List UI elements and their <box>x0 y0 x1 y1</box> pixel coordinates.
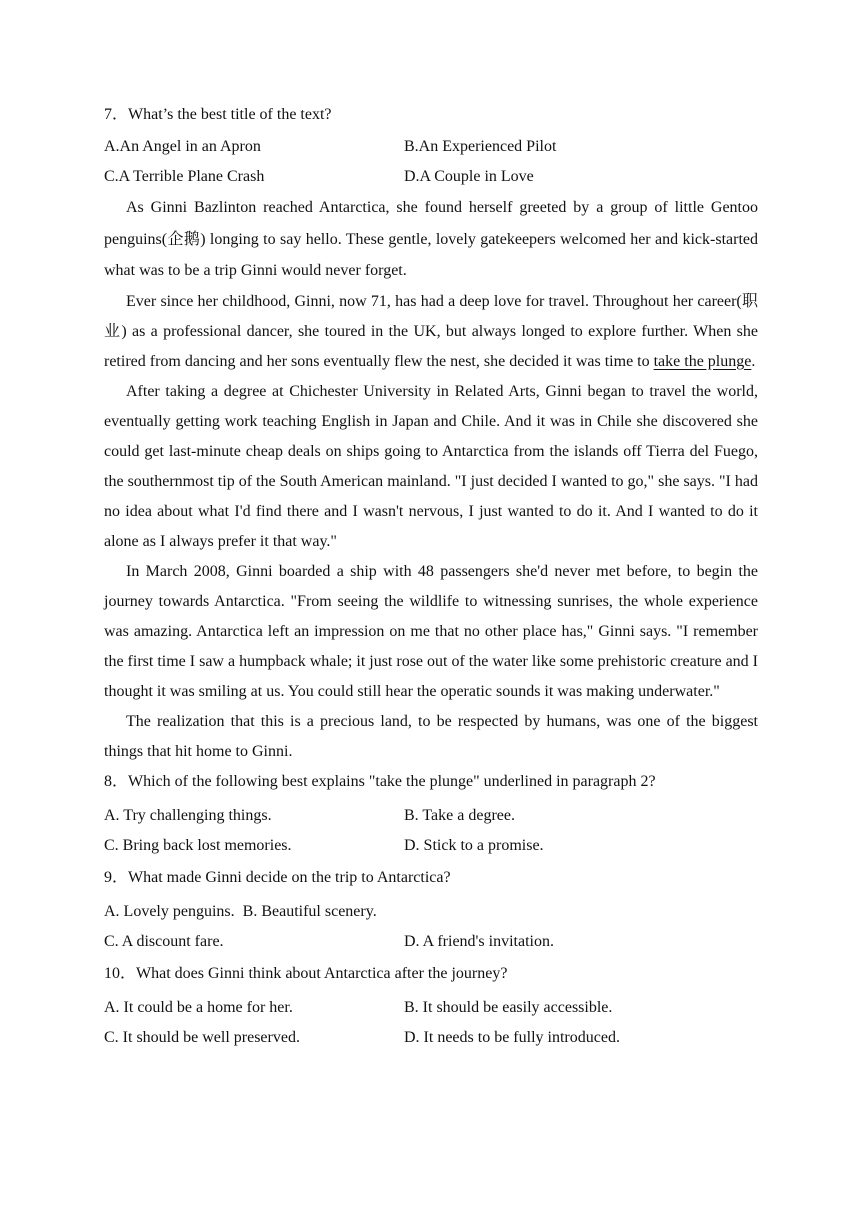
underlined-phrase: take the plunge <box>653 352 752 370</box>
question-9-option-c[interactable]: C. A discount fare. <box>104 932 224 950</box>
question-7-option-a[interactable]: A.An Angel in an Apron <box>104 138 261 155</box>
question-7-number: 7． <box>104 106 129 123</box>
question-7-option-b[interactable]: B.An Experienced Pilot <box>404 138 557 155</box>
question-8-options-row-2 <box>104 831 758 861</box>
question-8-option-a[interactable]: A. Try challenging things. <box>104 806 272 824</box>
passage-paragraph-2 <box>104 287 758 377</box>
question-7-options-row-1 <box>104 132 758 162</box>
passage-paragraph-2-text: Ever since her childhood, Ginni, now 71, has had a deep love for travel. Throughout her career(职业) as a professional dancer, she toured in the UK, but always longed to explore further. When she retired from dancing and her sons eventually flew the nest, she decided it was time to <box>104 292 758 370</box>
passage-paragraph-4: In March 2008, Ginni boarded a ship with 48 passengers she'd never met before, to begin the journey towards Antarctica. "From seeing the wildlife to witnessing sunrises, the whole experience was amazing. Antarctica left an impression on me that no other place has," Ginni says. "I remember the first time I saw a humpback whale; it just rose out of the water like some prehistoric creature and I thought it was smiling at us. You could still hear the operatic sounds it was making underwater." <box>104 562 759 700</box>
question-7-option-c[interactable]: C.A Terrible Plane Crash <box>104 168 265 185</box>
question-9 <box>104 863 758 893</box>
question-8 <box>104 767 758 797</box>
question-8-number: 8． <box>104 772 129 790</box>
question-10-option-d[interactable]: D. It needs to be fully introduced. <box>404 1028 620 1046</box>
question-9-option-d[interactable]: D. A friend's invitation. <box>404 932 554 950</box>
question-7 <box>104 100 758 130</box>
question-10-option-c[interactable]: C. It should be well preserved. <box>104 1028 300 1046</box>
question-9-options-row-2 <box>104 927 758 957</box>
question-10-option-b[interactable]: B. It should be easily accessible. <box>404 998 613 1016</box>
question-10-text: What does Ginni think about Antarctica after the journey? <box>136 964 508 982</box>
question-8-options-row-1 <box>104 801 758 831</box>
question-9-option-a[interactable]: A. Lovely penguins. <box>104 902 235 920</box>
question-10-options-row-2 <box>104 1023 758 1053</box>
question-8-option-d[interactable]: D. Stick to a promise. <box>404 836 544 854</box>
question-8-text: Which of the following best explains "take the plunge" underlined in paragraph 2? <box>128 772 656 790</box>
passage-paragraph-3: After taking a degree at Chichester University in Related Arts, Ginni began to travel the world, eventually getting work teaching English in Japan and Chile. And it was in Chile she discovered she could get last-minute cheap deals on ships going to Antarctica from the islands off Tierra del Fuego, the southernmost tip of the South American mainland. "I just decided I wanted to go," she says. "I had no idea about what I'd find there and I wasn't nervous, I just wanted to do it. And I wanted to do it alone as I always prefer it that way." <box>104 382 758 550</box>
exam-page <box>104 100 758 1053</box>
question-9-options-row-1 <box>104 897 758 927</box>
question-9-option-b[interactable]: B. Beautiful scenery. <box>242 902 377 920</box>
question-7-option-d[interactable]: D.A Couple in Love <box>404 168 534 185</box>
passage-paragraph-5: The realization that this is a precious land, to be respected by humans, was one of the biggest things that hit home to Ginni. <box>104 712 758 760</box>
question-7-text: What’s the best title of the text? <box>128 106 332 123</box>
question-9-number: 9． <box>104 868 129 886</box>
question-9-text: What made Ginni decide on the trip to Antarctica? <box>128 868 451 886</box>
question-7-options-row-2 <box>104 162 758 192</box>
question-10-option-a[interactable]: A. It could be a home for her. <box>104 998 293 1016</box>
question-10 <box>104 959 758 989</box>
question-8-option-b[interactable]: B. Take a degree. <box>404 806 515 824</box>
question-10-number: 10． <box>104 964 137 982</box>
passage-paragraph-1: As Ginni Bazlinton reached Antarctica, she found herself greeted by a group of little Gentoo penguins(企鹅) longing to say hello. These gentle, lovely gatekeepers welcomed her and kick-started what was to be a trip Ginni would never forget. <box>104 199 758 279</box>
question-8-option-c[interactable]: C. Bring back lost memories. <box>104 836 292 854</box>
passage-paragraph-2-end: . <box>751 352 756 370</box>
question-10-options-row-1 <box>104 993 758 1023</box>
